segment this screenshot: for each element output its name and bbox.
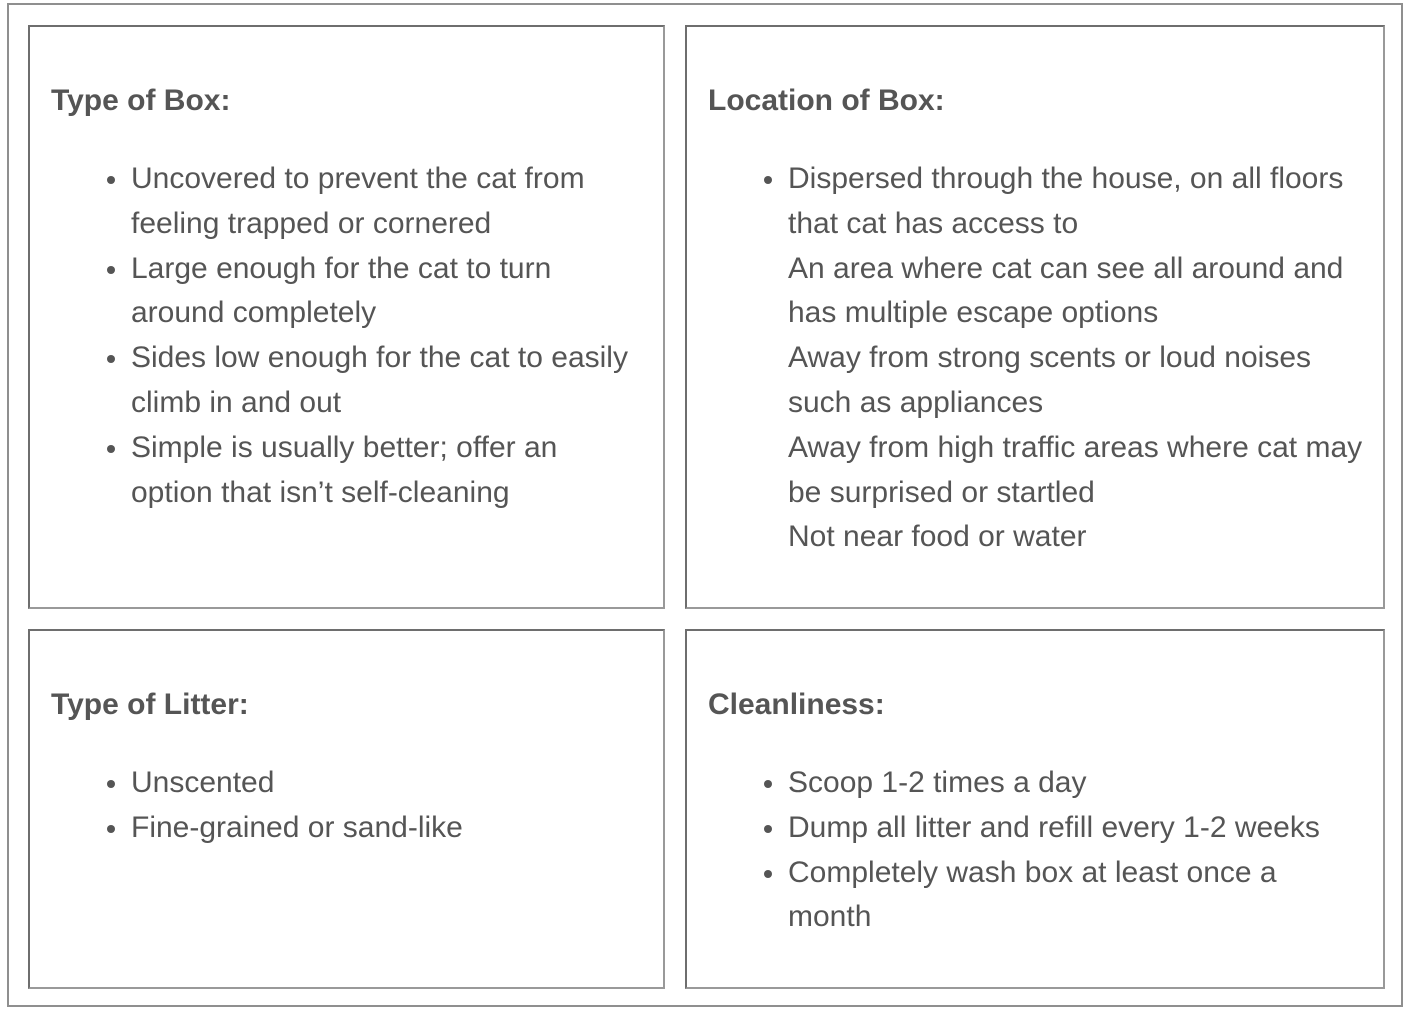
cleanliness-title: Cleanliness: [708,688,885,721]
list-item: Dump all litter and refill every 1-2 weeks [788,806,1365,851]
type-of-box-title: Type of Box: [51,84,231,117]
type-of-box-list [131,157,645,515]
list-item: Away from strong scents or loud noises such as appliances [788,341,1312,419]
list-item: Unscented [131,761,645,806]
list-item: Dispersed through the house, on all floors that cat has access to [788,157,1365,247]
list-item: Scoop 1-2 times a day [788,761,1365,806]
type-of-litter-title: Type of Litter: [51,688,249,721]
list-item: Not near food or water [788,520,1087,554]
list-item: Completely wash box at least once a month [788,851,1365,941]
list-item: An area where cat can see all around and has multiple escape options [788,251,1344,330]
cleanliness-list [788,761,1365,940]
list-item: Sides low enough for the cat to easily climb in and out [131,336,645,426]
cleanliness-cell [685,629,1385,989]
list-item: Large enough for the cat to turn around completely [131,247,645,337]
type-of-litter-cell [28,629,665,989]
type-of-box-cell [28,25,665,609]
location-of-box-title: Location of Box: [708,84,945,117]
type-of-litter-list [131,761,645,851]
location-of-box-list [788,157,1365,560]
list-item: Away from high traffic areas where cat may be surprised or startled [788,430,1363,509]
list-item: Fine-grained or sand-like [131,806,645,851]
list-item: Uncovered to prevent the cat from feeling trapped or cornered [131,157,645,247]
list-item: Simple is usually better; offer an option that isn’t self-cleaning [131,426,645,516]
location-of-box-cell [685,25,1385,609]
